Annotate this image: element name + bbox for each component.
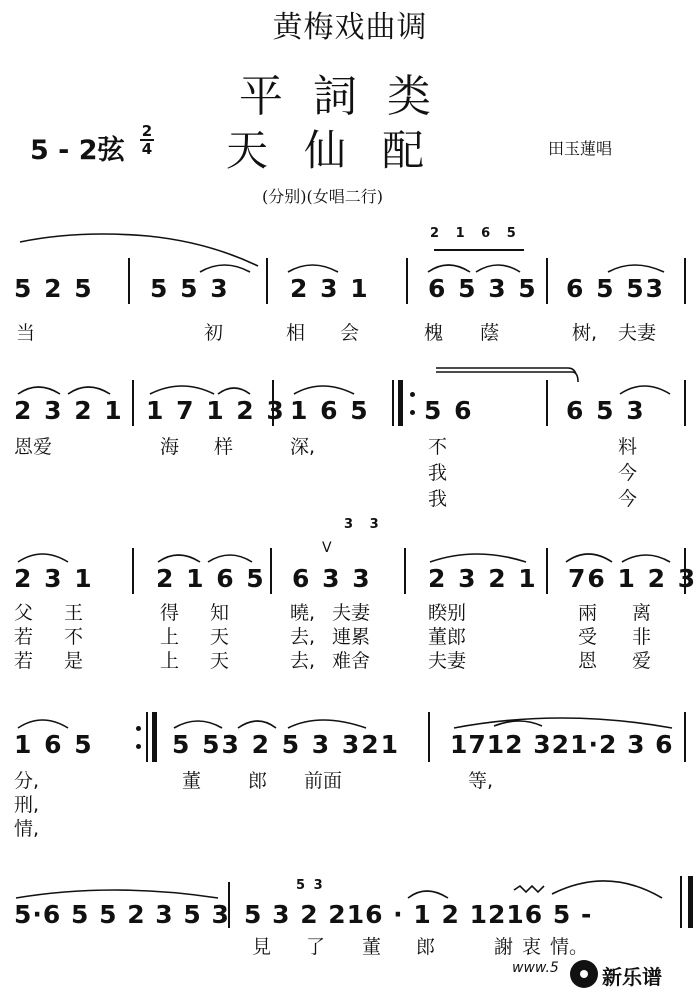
- note-group: 5 3 2 216 · 1 2 1216 5 -: [244, 900, 593, 929]
- brand-logo: [570, 958, 694, 990]
- slur: [170, 712, 380, 730]
- bar-line: [132, 548, 134, 594]
- note-group: 6 3 3: [292, 564, 372, 593]
- lyric: 恩爱: [14, 436, 53, 458]
- song-title: 天仙配: [226, 126, 461, 175]
- slur: [616, 378, 676, 396]
- lyric: 我: [428, 462, 448, 484]
- lyric: 董郎: [428, 626, 467, 648]
- note-group: 5 6: [424, 396, 474, 425]
- lyric: 去,: [290, 650, 316, 672]
- slur: [404, 882, 454, 900]
- lyric: 非: [632, 626, 652, 648]
- lyric: 夫妻: [332, 602, 371, 624]
- grace-underline: [434, 249, 524, 251]
- lyric: 知: [210, 602, 230, 624]
- bar-line: [132, 380, 134, 426]
- lyric: 天: [210, 626, 230, 648]
- lyric: 分,: [14, 770, 40, 792]
- lyric: 上: [160, 650, 180, 672]
- lyric: 蔭: [480, 322, 500, 344]
- bar-line: [146, 712, 148, 762]
- note-group: 2 3 1: [290, 274, 370, 303]
- category-title: 平詞类: [239, 71, 461, 122]
- bar-line: [228, 882, 230, 928]
- key-signature: 5 - 2弦: [30, 135, 125, 166]
- bar-line: [680, 876, 682, 928]
- singer-credit: 田玉蓮唱: [548, 139, 613, 158]
- slur: [154, 546, 258, 564]
- note-group: 76 1 2 3: [568, 564, 698, 593]
- lyric: 会: [340, 322, 360, 344]
- lyric: 恩: [578, 650, 598, 672]
- note-group: 5·6 5 5 2 3 5 3: [14, 900, 230, 929]
- lyric: 深,: [290, 436, 316, 458]
- lyric: 料: [618, 436, 638, 458]
- lyric: 郎: [248, 770, 268, 792]
- slur: [426, 546, 532, 564]
- lyric: 受: [578, 626, 598, 648]
- note-group: 2 1 6 5: [156, 564, 266, 593]
- bar-line: [684, 258, 686, 304]
- slur: [424, 258, 524, 274]
- note-group: 6 5 3 5: [428, 274, 538, 303]
- lyric: 不: [428, 436, 448, 458]
- lyric: 謝: [494, 936, 514, 958]
- genre-title: 黄梅戏曲调: [272, 10, 428, 45]
- bar-line: [428, 712, 430, 762]
- lyric: 董: [362, 936, 382, 958]
- slur: [290, 378, 360, 396]
- slur: [146, 378, 256, 396]
- bar-line: [684, 548, 686, 594]
- lyric: 今: [618, 462, 638, 484]
- lyric: 若: [14, 626, 34, 648]
- lyric: 海: [160, 436, 180, 458]
- note-group: 5 53 2 5 3 321: [172, 730, 401, 759]
- lyric: 我: [428, 488, 448, 510]
- lyric: 夫妻: [618, 322, 657, 344]
- bar-line: [270, 548, 272, 594]
- lyric: 父: [14, 602, 62, 624]
- lyric: 天: [210, 650, 230, 672]
- lyric: 离: [632, 602, 652, 624]
- lyric: 树,: [572, 322, 598, 344]
- lyric: 連累: [332, 626, 371, 648]
- lyric: 情。: [550, 936, 589, 958]
- lyric: 得: [160, 602, 180, 624]
- bar-line: [404, 548, 406, 594]
- trill-slur: [512, 860, 672, 900]
- lyric: 等,: [468, 770, 494, 792]
- slur: [12, 882, 224, 900]
- lyric: 刑,: [14, 794, 40, 816]
- lyric: 样: [214, 436, 234, 458]
- note-group: 6 5 3: [566, 396, 646, 425]
- repeat-dot: [410, 410, 415, 415]
- note-group: 2 3 2 1: [14, 396, 124, 425]
- bar-line: [546, 548, 548, 594]
- bar-line: [684, 380, 686, 426]
- lyric: 曉,: [290, 602, 316, 624]
- lyric: 去,: [290, 626, 316, 648]
- bar-line: [266, 258, 268, 304]
- slur: [604, 258, 668, 274]
- lyric: 当: [16, 322, 36, 344]
- note-group: 1712 321·2 3 6: [450, 730, 674, 759]
- performance-note: (分别)(女唱二行): [262, 187, 383, 206]
- lyric: 上: [160, 626, 180, 648]
- lyric: 郎: [416, 936, 436, 958]
- note-group: 2 3 1: [14, 564, 94, 593]
- lyric: 王: [64, 602, 84, 624]
- lyric: 相: [286, 322, 306, 344]
- bar-line: [272, 380, 274, 426]
- bar-line: [684, 712, 686, 762]
- note-group: 1 6 5: [290, 396, 370, 425]
- slur: [14, 546, 74, 564]
- lyric: 睽别: [428, 602, 467, 624]
- brand-name: 新乐谱: [602, 965, 662, 989]
- lyric: 見: [252, 936, 272, 958]
- bar-line: [546, 380, 548, 426]
- note-group: 5 2 5: [14, 274, 94, 303]
- tie: [432, 364, 582, 384]
- disc-icon: [570, 960, 598, 988]
- repeat-end-bar: [152, 712, 157, 762]
- repeat-dot: [136, 744, 141, 749]
- lyric: 了: [306, 936, 326, 958]
- slur: [562, 546, 678, 564]
- lyric: 董: [182, 770, 202, 792]
- note-group: 1 6 5: [14, 730, 94, 759]
- slur: [450, 708, 680, 730]
- bar-line: [392, 380, 394, 426]
- slur: [196, 258, 256, 274]
- time-signature: [140, 124, 154, 156]
- grace-notes: 3 3: [344, 517, 385, 532]
- lyric: 情,: [14, 818, 40, 840]
- repeat-dot: [410, 392, 415, 397]
- note-group: 5 5 3: [150, 274, 230, 303]
- lyric: 前面: [304, 770, 343, 792]
- grace-notes: 2 1 6 5: [430, 226, 522, 241]
- lyric: 是: [64, 650, 84, 672]
- grace-notes: 5 3: [296, 878, 325, 893]
- slur: [14, 378, 114, 396]
- note-group: 1 7 1 2 3: [146, 396, 286, 425]
- note-group: 2 3 2 1: [428, 564, 538, 593]
- lyric: 初: [204, 322, 224, 344]
- watermark-site: www.5: [512, 960, 559, 976]
- lyric: 衷: [522, 936, 542, 958]
- lyric: 今: [618, 488, 638, 510]
- repeat-dot: [136, 726, 141, 731]
- lyric: 槐: [424, 322, 444, 344]
- bar-line: [546, 258, 548, 304]
- lyric: 难舍: [332, 650, 371, 672]
- repeat-start-bar: [398, 380, 403, 426]
- meter-top: 2: [141, 122, 153, 140]
- slur: [284, 258, 344, 274]
- bar-line: [406, 258, 408, 304]
- lyric: 不: [64, 626, 84, 648]
- lyric: 若: [14, 650, 34, 672]
- slur: [14, 712, 74, 730]
- lyric: 兩: [578, 602, 598, 624]
- note-group: 6 5 53: [566, 274, 665, 303]
- meter-bottom: 4: [141, 140, 153, 158]
- lyric: 爱: [632, 650, 652, 672]
- lyric: 夫妻: [428, 650, 467, 672]
- breath-mark: V: [322, 540, 332, 556]
- final-bar: [688, 876, 693, 928]
- bar-line: [128, 258, 130, 304]
